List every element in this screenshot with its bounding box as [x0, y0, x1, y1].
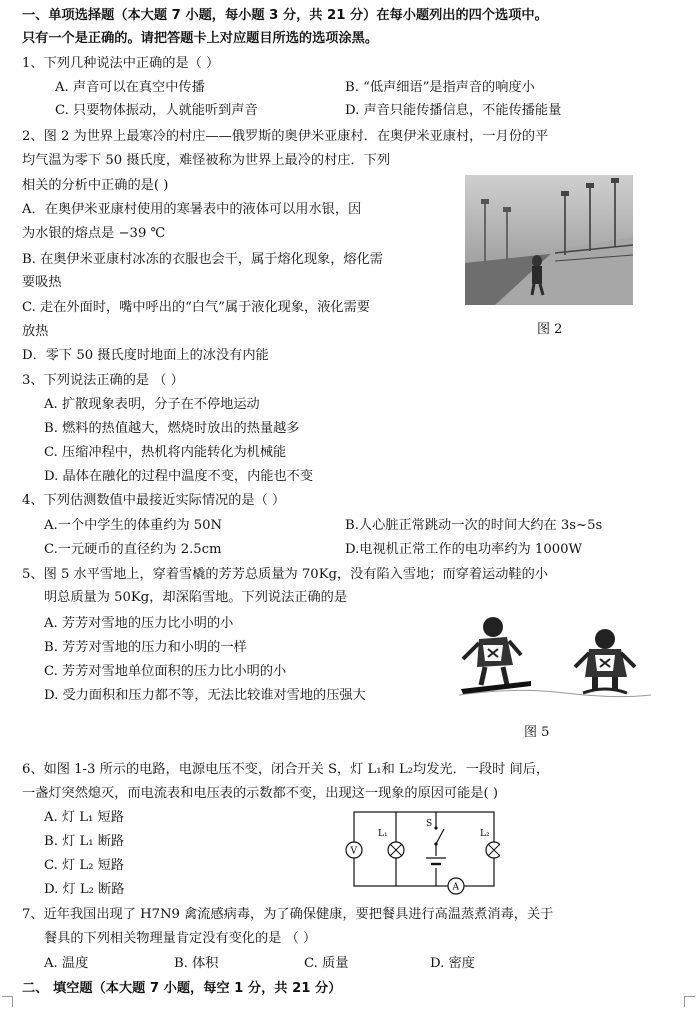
- q1-option-a: A. 声音可以在真空中传播: [55, 80, 205, 95]
- switch-s-label: S: [426, 819, 433, 829]
- q2-option-a-1: A．在奥伊米亚康村使用的寒暑表中的液体可以用水银，因: [22, 202, 362, 217]
- q2-stem-1: 2、图 2 为世界上最寒冷的村庄——俄罗斯的奥伊米亚康村．在奥伊米亚康村，一月份的平: [22, 129, 549, 144]
- q2-stem-3: 相关的分析中正确的是( ): [22, 178, 169, 193]
- q6-option-b: B. 灯 L₁ 断路: [44, 834, 125, 849]
- q5-option-b: B. 芳芳对雪地的压力和小明的一样: [44, 640, 247, 655]
- q6-option-d: D. 灯 L₂ 断路: [44, 882, 125, 897]
- q1-option-d: D. 声音只能传播信息，不能传播能量: [345, 103, 562, 118]
- q2-option-d: D．零下 50 摄氏度时地面上的冰没有内能: [22, 348, 269, 363]
- q6-stem-2: 一盏灯突然熄灭，而电流表和电压表的示数都不变，出现这一现象的原因可能是( ): [22, 786, 499, 801]
- village-photo: [465, 175, 633, 305]
- snow-figures-illustration: [455, 615, 655, 705]
- page-corner-mark-right: [684, 996, 695, 1007]
- q1-option-c: C. 只要物体振动，人就能听到声音: [55, 103, 258, 118]
- q1-stem: 1、下列几种说法中正确的是（ ）: [22, 56, 220, 71]
- q2-option-c-2: 放热: [22, 324, 49, 339]
- figure-2-caption: 图 2: [537, 322, 563, 337]
- q3-option-a: A. 扩散现象表明，分子在不停地运动: [44, 397, 260, 412]
- q7-option-d: D. 密度: [430, 956, 475, 971]
- voltmeter-label: V: [350, 846, 357, 857]
- q6-stem-1: 6、如图 1-3 所示的电路，电源电压不变，闭合开关 S，灯 L₁和 L₂均发光．一段时 间后，: [22, 762, 550, 777]
- q5-option-a: A. 芳芳对雪地的压力比小明的小: [44, 616, 234, 631]
- q1-option-b: B. “低声细语”是指声音的响度小: [345, 80, 535, 95]
- q4-option-d: D.电视机正常工作的电功率约为 1000W: [345, 542, 583, 557]
- q2-option-b-1: B. 在奥伊米亚康村冰冻的衣服也会干，属于熔化现象，熔化需: [22, 252, 383, 267]
- q7-option-c: C. 质量: [304, 956, 349, 971]
- q4-option-b: B.人心脏正常跳动一次的时间大约在 3s~5s: [345, 518, 603, 533]
- circuit-diagram: [340, 806, 500, 898]
- q5-option-d: D. 受力面积和压力都不等，无法比较谁对雪地的压强大: [44, 688, 366, 703]
- q6-option-c: C. 灯 L₂ 短路: [44, 858, 124, 873]
- q7-option-b: B. 体积: [174, 956, 219, 971]
- q7-option-a: A. 温度: [44, 956, 89, 971]
- q2-option-c-1: C. 走在外面时，嘴中呼出的“白气”属于液化现象，液化需要: [22, 300, 370, 315]
- lamp-l1-label: L₁: [378, 829, 388, 839]
- figure-5-caption: 图 5: [524, 725, 550, 740]
- q6-option-a: A. 灯 L₁ 短路: [44, 810, 124, 825]
- section2-title: 二、 填空题（本大题 7 小题，每空 1 分，共 21 分）: [22, 981, 342, 996]
- q7-stem-1: 7、近年我国出现了 H7N9 禽流感病毒，为了确保健康，要把餐具进行高温蒸煮消毒，关于: [22, 907, 554, 922]
- section1-line2: 只有一个是正确的。请把答题卡上对应题目所选的选项涂黑。: [22, 31, 379, 46]
- q5-option-c: C. 芳芳对雪地单位面积的压力比小明的小: [44, 664, 287, 679]
- q2-option-b-2: 要吸热: [22, 275, 62, 290]
- q3-stem: 3、下列说法正确的是 （ ）: [22, 373, 184, 388]
- q7-stem-2: 餐具的下列相关物理量肯定没有变化的是 （ ）: [44, 931, 317, 946]
- ammeter-label: A: [452, 882, 459, 893]
- page-corner-mark-left: [2, 996, 13, 1007]
- q4-option-c: C.一元硬币的直径约为 2.5cm: [44, 542, 222, 557]
- q4-stem: 4、下列估测数值中最接近实际情况的是（ ）: [22, 493, 286, 508]
- q2-option-a-2: 为水银的熔点是 −39 ℃: [22, 226, 166, 241]
- q5-stem-2: 明总质量为 50Kg，却深陷雪地。下列说法正确的是: [44, 590, 348, 605]
- q2-stem-2: 均气温为零下 50 摄氏度，难怪被称为世界上最冷的村庄．下列: [22, 153, 391, 168]
- q3-option-c: C. 压缩冲程中，热机将内能转化为机械能: [44, 445, 287, 460]
- lamp-l2-label: L₂: [480, 829, 490, 839]
- q3-option-d: D. 晶体在融化的过程中温度不变，内能也不变: [44, 469, 314, 484]
- q3-option-b: B. 燃料的热值越大，燃烧时放出的热量越多: [44, 421, 300, 436]
- q5-stem-1: 5、图 5 水平雪地上，穿着雪橇的芳芳总质量为 70Kg，没有陷入雪地；而穿着运动鞋的小: [22, 567, 548, 582]
- q4-option-a: A.一个中学生的体重约为 50N: [44, 518, 223, 533]
- section1-line1: 一、单项选择题（本大题 7 小题，每小题 3 分，共 21 分）在每小题列出的四个选项中。: [22, 8, 548, 23]
